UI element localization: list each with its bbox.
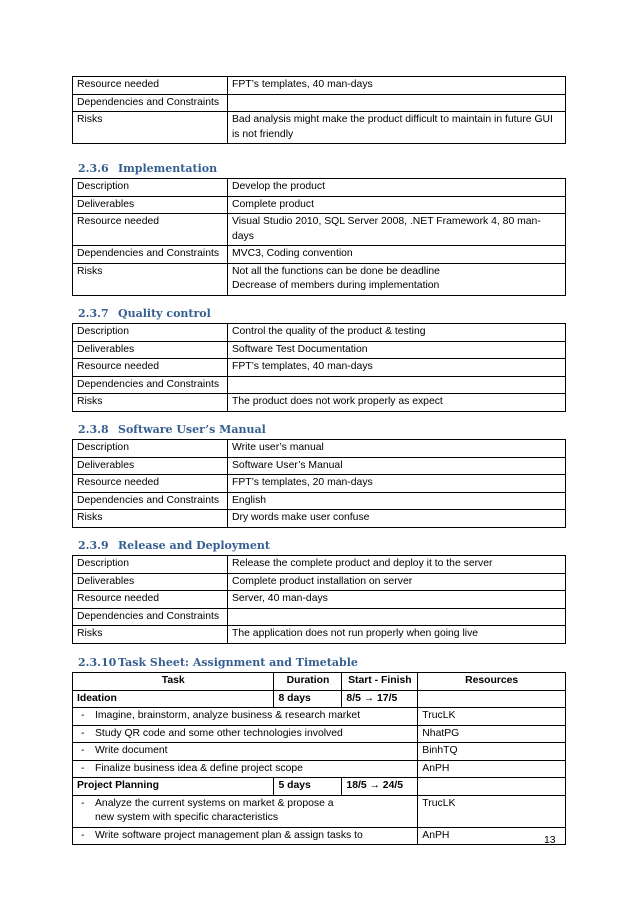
row-value: English [228, 492, 566, 510]
row-value [228, 608, 566, 626]
column-header: Resources [418, 673, 566, 691]
row-key: Risks [73, 263, 228, 295]
section-heading [78, 423, 266, 436]
resource-cell [418, 690, 566, 708]
table-row [73, 246, 566, 264]
row-key: Resource needed [73, 591, 228, 609]
table-row [73, 263, 566, 295]
table-row [73, 475, 566, 493]
section-title: Task Sheet: Assignment and Timetable [118, 656, 358, 669]
row-value [228, 263, 566, 295]
resource-cell: AnPH [418, 827, 566, 845]
table-row [73, 591, 566, 609]
section-number: 2.3.6 [78, 162, 109, 175]
table-row [73, 376, 566, 394]
task-text: Write document [95, 745, 168, 756]
phase-table-continued [72, 76, 566, 144]
table-row [73, 626, 566, 644]
task-cell [73, 743, 418, 761]
section-title: Software User’s Manual [118, 423, 266, 436]
row-key: Resource needed [73, 77, 228, 95]
column-header: Task [73, 673, 274, 691]
table-row [73, 341, 566, 359]
row-key: Description [73, 440, 228, 458]
row-value: Control the quality of the product & testing [228, 324, 566, 342]
table-row [73, 179, 566, 197]
section-title: Release and Deployment [118, 539, 270, 552]
phase-table [72, 323, 566, 412]
duration-cell: 5 days [274, 778, 342, 796]
subtask-row [73, 760, 566, 778]
row-value: FPT’s templates, 40 man-days [228, 77, 566, 95]
section-title: Implementation [118, 162, 218, 175]
row-value: MVC3, Coding convention [228, 246, 566, 264]
task-text: Write software project management plan & assign tasks to [95, 829, 363, 841]
phase-row [73, 690, 566, 708]
row-value: Release the complete product and deploy it to the server [228, 556, 566, 574]
section-heading [78, 162, 217, 175]
resource-cell: NhatPG [418, 725, 566, 743]
task-text: Imagine, brainstorm, analyze business & research market [95, 710, 361, 721]
row-value: Software Test Documentation [228, 341, 566, 359]
row-key: Deliverables [73, 341, 228, 359]
subtask-row [73, 743, 566, 761]
row-key: Risks [73, 510, 228, 528]
row-value: Software User’s Manual [228, 457, 566, 475]
table-row [73, 112, 566, 144]
row-key: Resource needed [73, 359, 228, 377]
page-number: 13 [544, 835, 556, 846]
phase-row [73, 778, 566, 796]
row-key: Dependencies and Constraints [73, 492, 228, 510]
task-text: Study QR code and some other technologies involved [95, 727, 343, 739]
resource-cell: AnPH [418, 760, 566, 778]
task-cell: Project Planning [73, 778, 274, 796]
table-row [73, 394, 566, 412]
subtask-row [73, 708, 566, 726]
task-sheet-table [72, 672, 566, 845]
table-header-row [73, 673, 566, 691]
table-row [73, 573, 566, 591]
table-row [73, 608, 566, 626]
column-header: Duration [274, 673, 342, 691]
table-row [73, 457, 566, 475]
row-value: Complete product installation on server [228, 573, 566, 591]
row-value: FPT’s templates, 20 man-days [228, 475, 566, 493]
dash-bullet: - [81, 829, 85, 841]
task-text: Finalize business idea & define project scope [95, 762, 303, 774]
table-row [73, 77, 566, 95]
task-text: Analyze the current systems on market & propose a new system with specific characteristics [95, 797, 334, 823]
section-heading [78, 656, 358, 669]
risk-line: Not all the functions can be done be deadline [232, 265, 440, 277]
row-value [228, 94, 566, 112]
table-row [73, 492, 566, 510]
phase-table [72, 439, 566, 528]
risk-line: Decrease of members during implementation [232, 280, 440, 291]
resource-cell: TrucLK [418, 708, 566, 726]
row-key: Dependencies and Constraints [73, 376, 228, 394]
row-value: Bad analysis might make the product difficult to maintain in future GUI is not friendly [228, 112, 566, 144]
row-value [228, 376, 566, 394]
section-number: 2.3.9 [78, 539, 109, 552]
dates-cell: 18/5 → 24/5 [342, 778, 418, 796]
dash-bullet: - [81, 762, 85, 774]
subtask-row [73, 795, 566, 827]
row-value: Visual Studio 2010, SQL Server 2008, .NET Framework 4, 80 man-days [228, 214, 566, 246]
phase-table [72, 555, 566, 644]
table-row [73, 196, 566, 214]
column-header: Start - Finish [342, 673, 418, 691]
row-key: Risks [73, 112, 228, 144]
subtask-row [73, 725, 566, 743]
task-cell [73, 708, 418, 726]
task-cell [73, 760, 418, 778]
section-number: 2.3.8 [78, 423, 109, 436]
section-heading [78, 539, 270, 552]
table-row [73, 94, 566, 112]
dash-bullet: - [81, 710, 85, 721]
task-cell [73, 795, 418, 827]
row-key: Dependencies and Constraints [73, 246, 228, 264]
resource-cell: BinhTQ [418, 743, 566, 761]
table-row [73, 440, 566, 458]
dash-bullet: - [81, 727, 85, 739]
row-value: Develop the product [228, 179, 566, 197]
row-value: Server, 40 man-days [228, 591, 566, 609]
task-cell: Ideation [73, 690, 274, 708]
section-number: 2.3.7 [78, 307, 109, 320]
row-key: Resource needed [73, 475, 228, 493]
dates-cell: 8/5 → 17/5 [342, 690, 418, 708]
phase-table [72, 178, 566, 296]
section-heading [78, 307, 211, 320]
table-row [73, 556, 566, 574]
table-row [73, 324, 566, 342]
dash-bullet: - [81, 745, 85, 756]
section-title: Quality control [118, 307, 211, 320]
dash-bullet: - [81, 797, 85, 809]
row-value: Dry words make user confuse [228, 510, 566, 528]
row-key: Risks [73, 626, 228, 644]
resource-cell: TrucLK [418, 795, 566, 827]
table-row [73, 214, 566, 246]
task-cell [73, 827, 418, 845]
duration-cell: 8 days [274, 690, 342, 708]
table-row [73, 359, 566, 377]
row-key: Description [73, 179, 228, 197]
table-row [73, 510, 566, 528]
row-key: Dependencies and Constraints [73, 608, 228, 626]
row-key: Description [73, 556, 228, 574]
row-key: Dependencies and Constraints [73, 94, 228, 112]
row-key: Resource needed [73, 214, 228, 246]
row-key: Description [73, 324, 228, 342]
task-cell [73, 725, 418, 743]
row-key: Deliverables [73, 573, 228, 591]
row-key: Deliverables [73, 457, 228, 475]
section-number: 2.3.10 [78, 656, 117, 669]
row-value: Write user’s manual [228, 440, 566, 458]
resource-cell [418, 778, 566, 796]
row-value: Complete product [228, 196, 566, 214]
row-value: The product does not work properly as expect [228, 394, 566, 412]
row-value: The application does not run properly when going live [228, 626, 566, 644]
row-key: Deliverables [73, 196, 228, 214]
row-key: Risks [73, 394, 228, 412]
row-value: FPT’s templates, 40 man-days [228, 359, 566, 377]
subtask-row [73, 827, 566, 845]
